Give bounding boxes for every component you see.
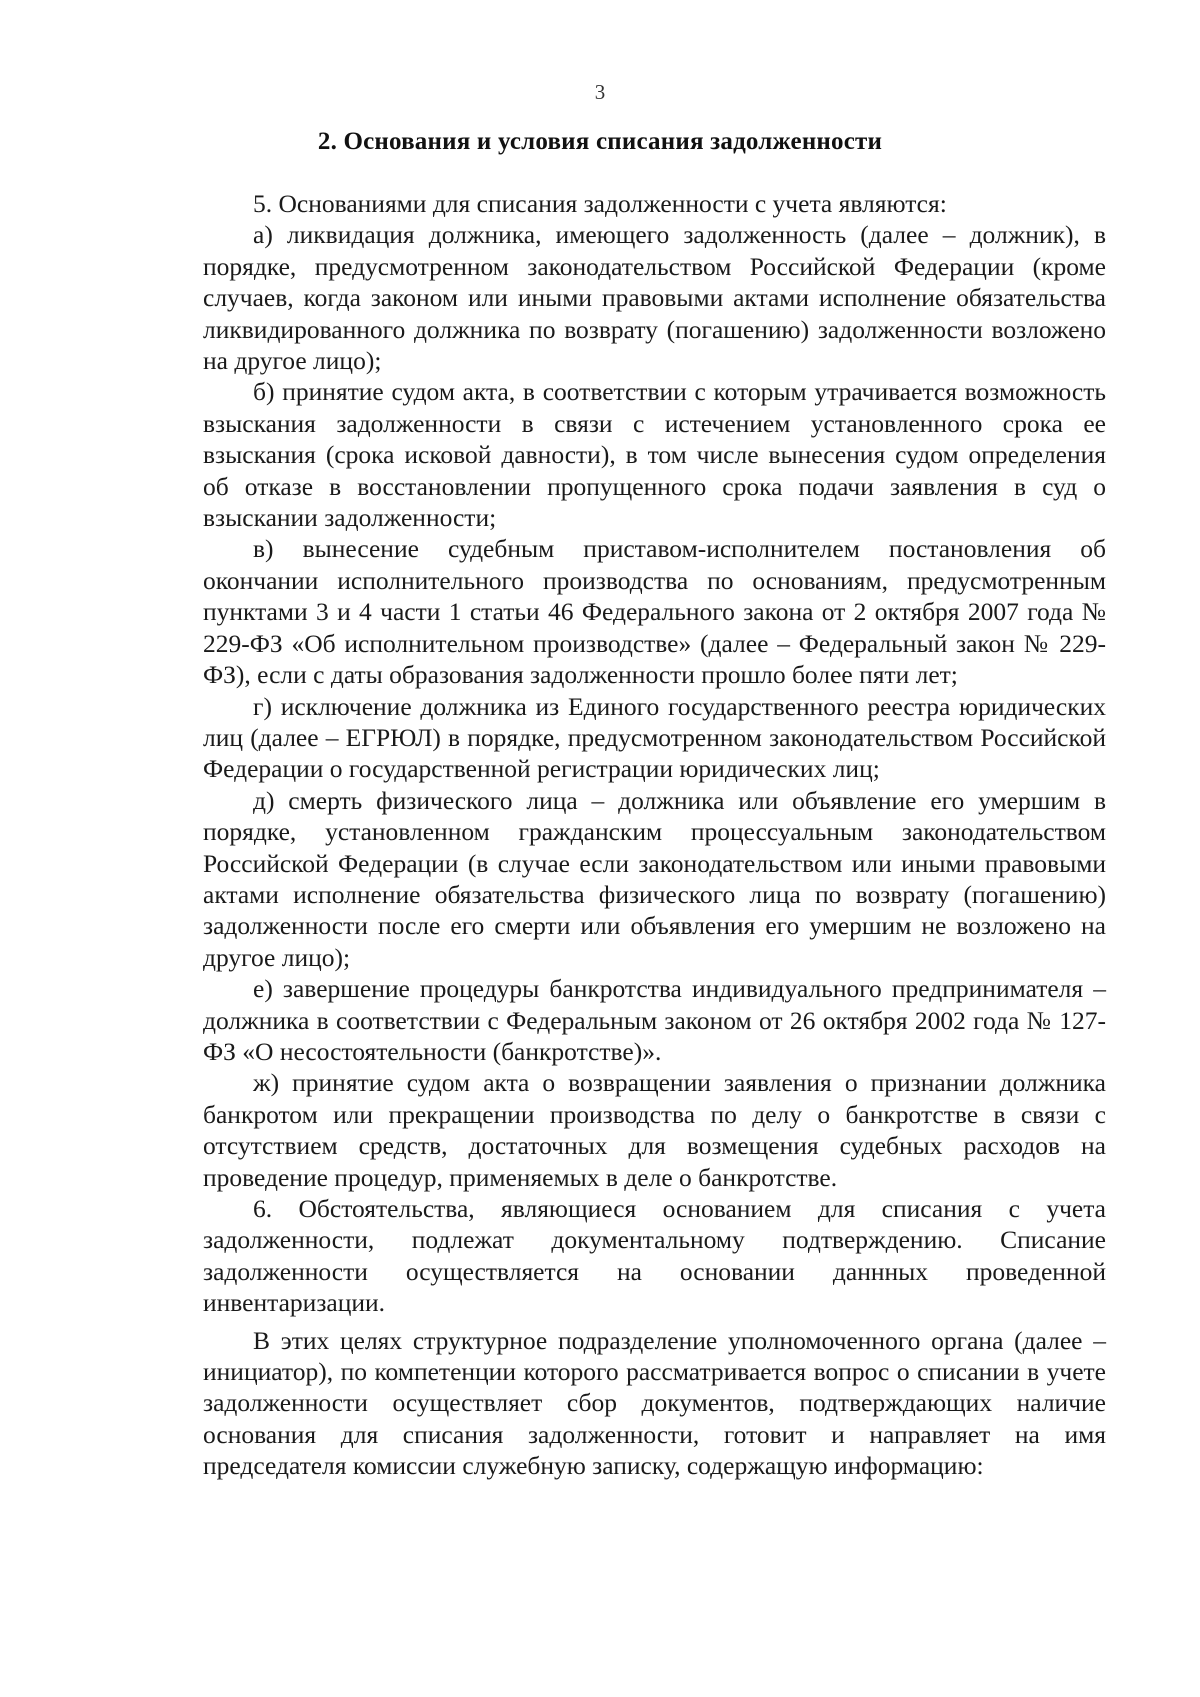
section-title: 2. Основания и условия списания задолженности — [317, 128, 883, 155]
paragraph-6-initiator: В этих целях структурное подразделение уполномоченного органа (далее – инициатор), по компетенции которого рассматривается вопрос о списании в учете задолженности осуществляет сбор документов, подтверждающих наличие основания для списания задолженности, готовит и направляет на имя председателя комиссии служебную записку, содержащую информацию: — [203, 1325, 1106, 1481]
paragraph-5-g: г) исключение должника из Единого государственного реестра юридических лиц (далее – ЕГРЮЛ) в порядке, предусмотренном законодательством Российской Федерации о государственной регистрации юридических лиц; — [203, 691, 1106, 784]
paragraph-5-e: е) завершение процедуры банкротства индивидуального предпринимателя – должника в соответствии с Федеральным законом от 26 октября 2002 года № 127-ФЗ «О несостоятельности (банкротстве)». — [203, 974, 1106, 1066]
paragraph-6: 6. Обстоятельства, являющиеся основанием для списания с учета задолженности, подлежат документальному подтверждению. Списание задолженности осуществляется на основании даннных проведенной инвентаризации. — [203, 1194, 1106, 1318]
paragraph-5-zh: ж) принятие судом акта о возвращении заявления о признании должника банкротом или прекращении производства по делу о банкротстве в связи с отсутствием средств, достаточных для возмещения судебных расходов на проведение процедур, применяемых в деле о банкротстве. — [203, 1068, 1106, 1192]
paragraph-5-d: д) смерть физического лица – должника или объявление его умершим в порядке, установленном гражданским процессуальным законодательством Российской Федерации (в случае если законодательством или иными правовыми актами исполнение обязательства физического лица по возврату (погашению) задолженности после его смерти или объявления его умершим не возложено на другое лицо); — [203, 785, 1106, 972]
paragraph-5-a: а) ликвидация должника, имеющего задолженность (далее – должник), в порядке, предусмотренном законодательством Российской Федерации (кроме случаев, когда законом или иными правовыми актами исполнение обязательства ликвидированного должника по возврату (погашению) задолженности возложено на другое лицо); — [203, 220, 1106, 376]
document-body — [203, 188, 1106, 1482]
paragraph-5-b: б) принятие судом акта, в соответствии с которым утрачивается возможность взыскания задолженности в связи с истечением установленного срока ее взыскания (срока исковой давности), в том числе вынесения судом определения об отказе в восстановлении пропущенного срока подачи заявления в суд о взыскании задолженности; — [203, 377, 1106, 533]
paragraph-5-v: в) вынесение судебным приставом-исполнителем постановления об окончании исполнительного производства по основаниям, предусмотренным пунктами 3 и 4 части 1 статьи 46 Федерального закона от 2 октября 2007 года № 229-ФЗ «Об исполнительном производстве» (далее – Федеральный закон № 229-ФЗ), если с даты образования задолженности прошло более пяти лет; — [203, 534, 1106, 690]
paragraph-5-intro: 5. Основаниями для списания задолженности с учета являются: — [253, 189, 947, 218]
page-number: 3 — [594, 80, 606, 104]
